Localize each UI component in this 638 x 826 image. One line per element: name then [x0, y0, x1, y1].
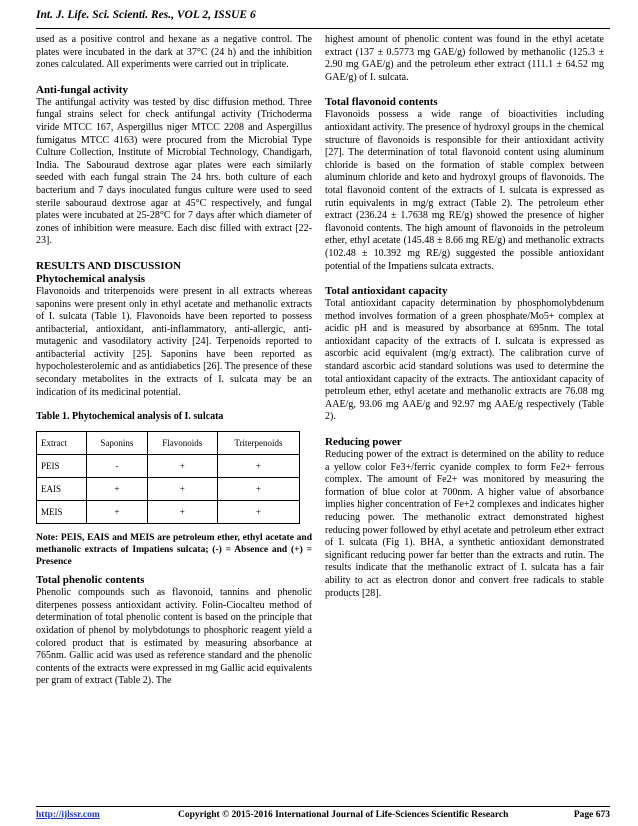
- table-row: [37, 455, 300, 478]
- copyright-text: Copyright © 2015-2016 International Journal of Life-Sciences Scientific Research: [178, 810, 509, 820]
- table-cell: +: [217, 455, 299, 478]
- paragraph-phenolic: Phenolic compounds such as flavonoid, tannins and phenolic diterpenes possess antioxidant activity. Folin-Ciocalteu method of determination of total phenolic content is based on the principle that oxidation of phenol by molybdotungs to phosphoric reagent yield a colored product that is estimated by measuring absorbance at 765nm. Gallic acid was used as reference standard and the phenolic contents of the extracts were expressed in mg Gallic acid equivalents per gram of extract (Table 2). The: [36, 587, 313, 687]
- table-cell: +: [87, 478, 147, 501]
- table-cell: +: [217, 501, 299, 524]
- left-column: [36, 34, 312, 688]
- journal-link[interactable]: http://ijlssr.com: [36, 810, 100, 820]
- heading-phytochemical: Phytochemical analysis: [36, 272, 146, 285]
- paragraph-reducing-power: Reducing power of the extract is determined on the ability to reduce a yellow color Fe3+/ferric cyanide complex to form Fe2+ ferrous complex. The amount of Fe2+ was monitored by measuring the formation of blue color at 700nm. A higher value of absorbance implies higher concentration of Fe+2 complexes and indicates higher reducing power. The methanolic extract demonstrated highest reducing power followed by ethyl acetate and petroleum ether extract of I. sulcata (Fig 1). BHA, a synthetic antioxidant demonstrated significant reducing power far better than the extracts and rutin. The results indicate that the methanolic extract of I. sulcata has a fair ability to act as electron donor and convert free radicals to stable products [28].: [325, 449, 604, 599]
- table-header-cell: Triterpenoids: [217, 432, 299, 455]
- page-number: Page 673: [573, 810, 610, 820]
- table-cell: -: [87, 455, 147, 478]
- table-row: [37, 501, 300, 524]
- paragraph-incubation: used as a positive control and hexane as a negative control. The plates were incubated in the dark at 37°C (24 h) and the inhibition zones calculated. All experiments were carried out in triplicate.: [36, 34, 312, 71]
- table-cell: +: [87, 501, 147, 524]
- table-header-cell: Extract: [37, 432, 87, 455]
- heading-reducing-power: Reducing power: [325, 436, 402, 449]
- paragraph-flavonoid: Flavonoids possess a wide range of bioactivities including antioxidant activity. The presence of hydroxyl groups in the chemical structure of flavonoids is responsible for their antioxidant activity [27]. The determination of total flavonoid content using aluminum chloride is based on the formation of stable complex between aluminum chloride and keto and hydroxyl groups of flavonoids. The total flavonoid content of the extracts of I. sulcata is expressed as rutin equivalents in mg/g extract (Table 2). The petroleum ether extract (236.24 ± 1.7638 mg RE/g) showed the presence of higher flavonoid contents. The high amount of flavonoids in the petroleum ether, ethyl acetate (145.48 ± 8.66 mg RE/g) and methanolic extracts (102.48 ± 10.392 mg RE/g) suggested the possible antioxidant potential of the Impatiens sulcata extracts.: [325, 109, 604, 272]
- heading-phenolic: Total phenolic contents: [36, 574, 145, 587]
- table-header-cell: Saponins: [87, 432, 147, 455]
- journal-header: Int. J. Life. Sci. Scienti. Res., VOL 2, ISSUE 6: [36, 9, 256, 21]
- table-cell: +: [147, 478, 217, 501]
- heading-antioxidant: Total antioxidant capacity: [325, 285, 448, 298]
- table-note: Note: PEIS, EAIS and MEIS are petroleum ether, ethyl acetate and methanolic extracts of Impatiens sulcata; (-) = Absence and (+) = Presence: [36, 533, 312, 568]
- heading-results: RESULTS AND DISCUSSION: [36, 259, 182, 272]
- paragraph-antifungal: The antifungal activity was tested by disc diffusion method. Three fungal strains select for check antifungal activity (Trichoderma viride MTCC 167, Aspergillus niger MTCC 2208 and Aspergillus fumigatus MTCC 4163) were procured from the Microbial Type Culture Collection, Institute of Microbial Technology, Chandigarh, India. The Sabouraud dextrose agar plates were each similarly seeded with each fungal strain The 24 hrs. both culture of each bacterium and 7 days inoculated fungus culture were used to seed sterile sabouraud dextrose agar at 45°C respectively, and fungal plates were incubated at 25-28°C for 7 days after which diameter of zones of inhibition were measure. Each disc filled with extract [22-23].: [36, 96, 312, 247]
- footer-rule: [36, 806, 610, 807]
- table-cell: +: [147, 455, 217, 478]
- table-cell: +: [147, 501, 217, 524]
- header-rule: [36, 28, 610, 29]
- table-caption: Table 1. Phytochemical analysis of I. sulcata: [36, 411, 224, 423]
- table-cell: MEIS: [37, 501, 87, 524]
- paragraph-phenolic-results: highest amount of phenolic content was found in the ethyl acetate extract (137 ± 0.5773 mg GAE/g) followed by methanolic (125.3 ± 2.90 mg GAE/g) and the petroleum ether extract (111.1 ± 64.52 mg GAE/g) of I. sulcata.: [325, 34, 604, 83]
- table-header-cell: Flavonoids: [147, 432, 217, 455]
- phytochemical-table: [36, 431, 300, 524]
- table-row: [37, 478, 300, 501]
- paragraph-phytochemical: Flavonoids and triterpenoids were present in all extracts whereas saponins were present only in ethyl acetate and methanolic extracts of I. sulcata (Table 1). Flavonoids have been reported to possess antibacterial, antioxidant, anti-inflammatory, anti-allergic, anti-mutagenic and vasodilatory activity [24]. Terpenoids reported to antibacterial activity [25]. Saponins have been reported as hypocholesterolemic and as antidiabetics [26]. The presence of these secondary metabolites in the extracts of I. sulcata may be an indication of its medicinal potential.: [36, 285, 312, 398]
- heading-flavonoid: Total flavonoid contents: [325, 96, 438, 109]
- right-column: [325, 34, 604, 600]
- heading-antifungal: Anti-fungal activity: [36, 83, 128, 96]
- table-cell: EAIS: [37, 478, 87, 501]
- paragraph-antioxidant: Total antioxidant capacity determination by phosphomolybdenum method involves formation of a green phosphate/Mo5+ complex at acidic pH and is measured by absorbance at 695nm. The total antioxidant capacity of the extracts of I. sulcata is expressed as ascorbic acid equivalent (mg/g extract). The calibration curve of standard ascorbic acid standard solutions was used to determine the total antioxidant capacity of the extracts. The antioxidant capacity of petroleum ether, ethyl acetate and methanolic extracts are 76.08 mg AAE/g, 93.06 mg AAE/g and 92.97 mg AAE/g respectively (Table 2).: [325, 298, 604, 423]
- table-cell: +: [217, 478, 299, 501]
- table-cell: PEIS: [37, 455, 87, 478]
- table-header-row: [37, 432, 300, 455]
